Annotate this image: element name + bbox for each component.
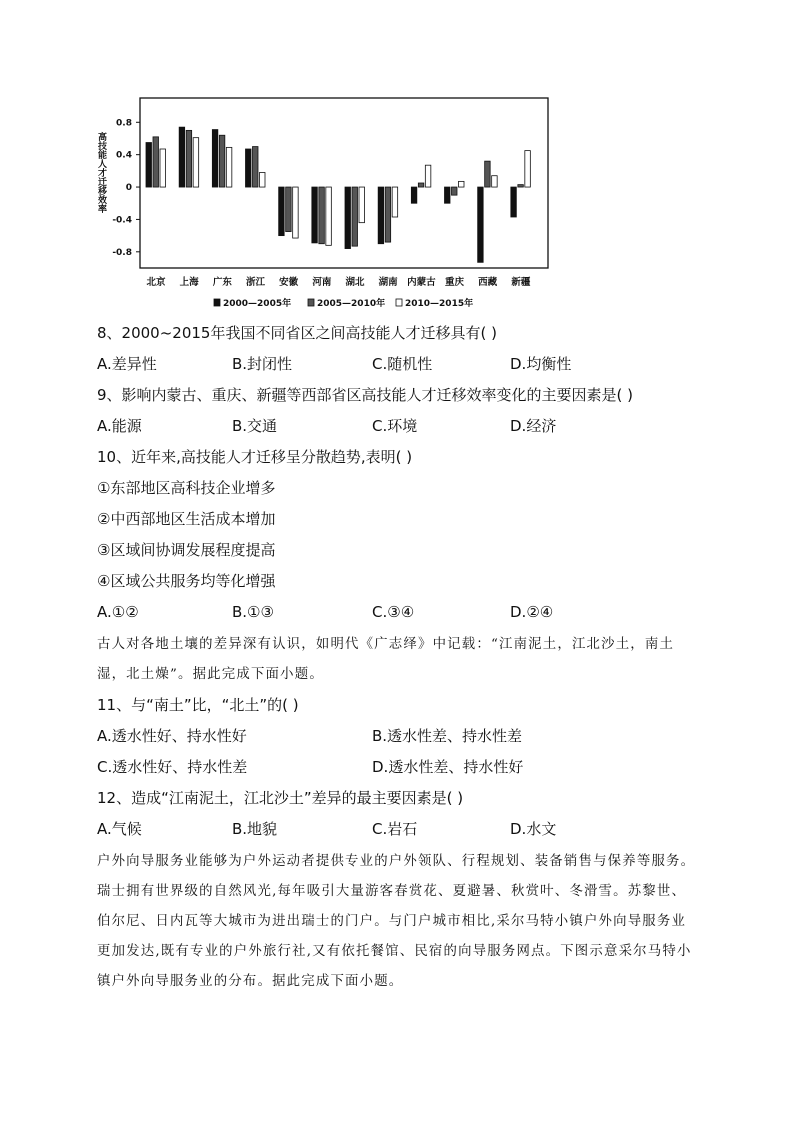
bar-西藏-s3 [492,176,498,187]
q10-item-4: ④区域公共服务均等化增强 [97,572,276,590]
x-tick-label-9: 重庆 [444,277,465,288]
q10-option-a[interactable]: A.①② [97,603,139,621]
bar-西藏-s1 [478,187,484,262]
q11-stem: 11、与“南土”比，“北土”的( ) [97,696,299,714]
x-tick-label-0: 北京 [146,277,166,288]
bar-北京-s3 [160,149,166,187]
bar-内蒙古-s3 [425,165,431,187]
x-tick-label-4: 安徽 [279,277,299,288]
bar-广东-s2 [219,135,225,187]
q8-option-d[interactable]: D.均衡性 [510,355,572,373]
q8-stem: 8、2000~2015年我国不同省区之间高技能人才迁移具有( ) [97,324,497,342]
q9-stem: 9、影响内蒙古、重庆、新疆等西部省区高技能人才迁移效率变化的主要因素是( ) [97,386,634,404]
x-tick-label-7: 湖南 [378,277,398,288]
migration-efficiency-chart [90,92,560,314]
bar-河南-s1 [312,187,318,243]
bar-浙江-s3 [260,172,266,187]
q10-option-c[interactable]: C.③④ [372,603,415,621]
bar-湖南-s2 [385,187,391,242]
q9-option-b[interactable]: B.交通 [232,417,278,435]
bar-湖南-s1 [378,187,384,244]
bar-西藏-s2 [485,161,491,187]
q10-stem: 10、近年来,高技能人才迁移呈分散趋势,表明( ) [97,448,413,466]
x-tick-label-6: 湖北 [345,277,365,288]
bar-河南-s2 [319,187,325,244]
bar-北京-s2 [153,137,159,187]
bar-上海-s2 [186,130,192,187]
bar-内蒙古-s1 [411,187,417,203]
q10-item-2: ②中西部地区生活成本增加 [97,510,276,528]
bar-重庆-s3 [459,181,465,187]
bar-重庆-s2 [452,187,458,195]
bar-安徽-s1 [279,187,285,236]
legend-swatch-2 [308,299,314,306]
bar-广东-s1 [212,130,218,187]
x-tick-label-5: 河南 [312,277,332,288]
q9-option-c[interactable]: C.环境 [372,417,418,435]
passage-soil: 古人对各地土壤的差异深有认识，如明代《广志绎》中记载：“江南泥土，江北沙土，南土湿，北土燥”。据此完成下面小题。 [97,637,675,682]
bar-新疆-s2 [518,185,524,187]
q8-option-b[interactable]: B.封闭性 [232,355,293,373]
bar-内蒙古-s2 [418,183,424,187]
q10-option-b[interactable]: B.①③ [232,603,274,621]
bar-浙江-s2 [253,147,259,187]
q12-option-d[interactable]: D.水文 [510,820,557,838]
q11-option-b[interactable]: B.透水性差、持水性差 [372,727,523,745]
y-tick-label-4: -0.8 [112,247,132,258]
q12-option-a[interactable]: A.气候 [97,820,142,838]
q12-option-b[interactable]: B.地貌 [232,820,278,838]
legend-swatch-3 [396,299,402,306]
q12-option-c[interactable]: C.岩石 [372,820,418,838]
y-tick-label-1: 0.4 [116,150,132,161]
y-tick-label-2: 0 [125,183,132,194]
legend-label-2: 2005—2010年 [317,299,386,309]
bar-新疆-s3 [525,151,531,187]
bar-北京-s1 [146,143,152,188]
q8-option-a[interactable]: A.差异性 [97,355,157,373]
q10-option-d[interactable]: D.②④ [510,603,554,621]
q10-item-3: ③区域间协调发展程度提高 [97,541,276,559]
q9-option-d[interactable]: D.经济 [510,417,557,435]
y-tick-label-3: -0.4 [112,215,132,226]
bar-湖北-s2 [352,187,358,246]
x-tick-label-2: 广东 [212,277,232,288]
x-tick-label-10: 西藏 [478,277,498,288]
x-tick-label-8: 内蒙古 [407,277,436,288]
bar-重庆-s1 [445,187,451,203]
q11-option-a[interactable]: A.透水性好、持水性好 [97,727,247,745]
x-tick-label-11: 新疆 [511,277,531,288]
chart-svg [90,92,560,314]
y-axis-label: 高技能人才迁移效率 [96,132,106,213]
q12-stem: 12、造成“江南泥土，江北沙土”差异的最主要因素是( ) [97,789,464,807]
bar-新疆-s1 [511,187,517,217]
bar-广东-s3 [226,147,232,187]
bar-湖北-s1 [345,187,351,249]
bar-上海-s1 [179,127,185,187]
q10-item-1: ①东部地区高科技企业增多 [97,479,276,497]
x-tick-label-3: 浙江 [245,277,266,288]
bar-上海-s3 [193,138,199,187]
legend-swatch-1 [214,299,220,306]
passage-outdoor-guide: 户外向导服务业能够为户外运动者提供专业的户外领队、行程规划、装备销售与保养等服务。瑞士拥有世界级的自然风光,每年吸引大量游客春赏花、夏避暑、秋赏叶、冬滑雪。苏黎世、伯尔尼、日内瓦等大城市为进出瑞士的门户。与门户城市相比,采尔马特小镇户外向导服务业更加发达,既有专业的户外旅行社,又有依托餐馆、民宿的向导服务网点。下图示意采尔马特小镇户外向导服务业的分布。据此完成下面小题。 [97,854,696,989]
q11-option-c[interactable]: C.透水性好、持水性差 [97,758,248,776]
bar-河南-s3 [326,187,332,245]
x-tick-label-1: 上海 [179,277,199,288]
q11-option-d[interactable]: D.透水性差、持水性好 [372,758,524,776]
q8-option-c[interactable]: C.随机性 [372,355,433,373]
y-tick-label-0: 0.8 [116,118,132,129]
bar-湖北-s3 [359,187,365,223]
legend-label-3: 2010—2015年 [405,299,474,309]
q9-option-a[interactable]: A.能源 [97,417,142,435]
bar-浙江-s1 [246,149,252,187]
bar-湖南-s3 [392,187,398,217]
bar-安徽-s3 [293,187,299,238]
legend-label-1: 2000—2005年 [223,299,292,309]
bar-安徽-s2 [286,187,292,232]
